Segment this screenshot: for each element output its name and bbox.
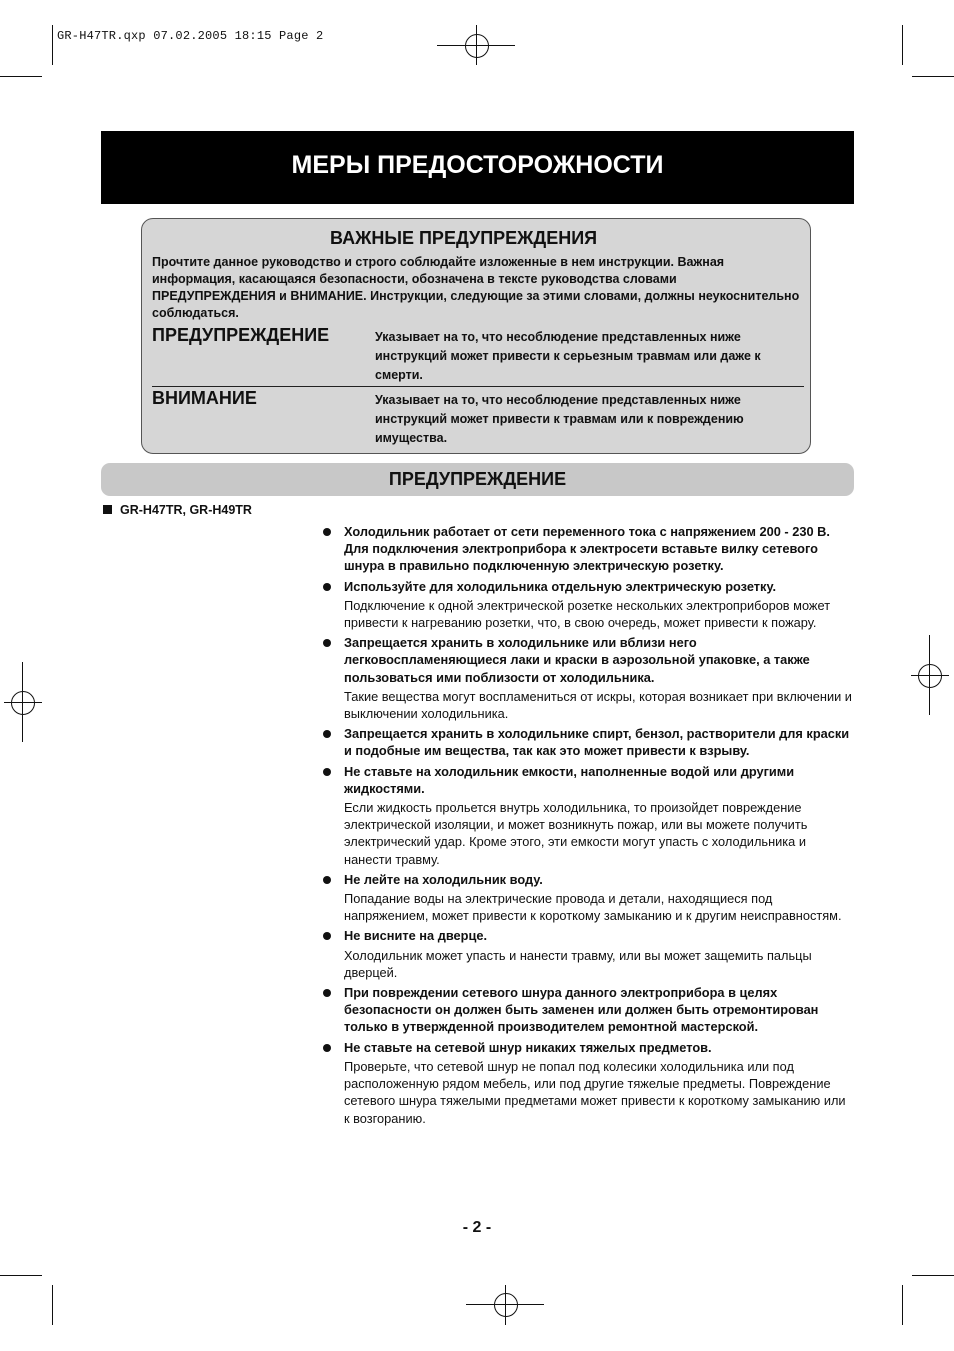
bullet-heading: Не лейте на холодильник воду.: [344, 871, 543, 887]
signal-word-row: [152, 388, 804, 448]
signal-description: Указывает на то, что несоблюдение представленных ниже инструкций может привести к серьезным травмам или даже к смерти.: [375, 330, 761, 382]
model-names: GR-H47TR, GR-H49TR: [120, 503, 252, 517]
signal-word-row: [152, 325, 804, 385]
bullet-icon: [323, 876, 331, 884]
crop-mark: [52, 1285, 53, 1325]
bullet-text: Подключение к одной электрической розетке нескольких электроприборов может привести к нагреванию розетки, что, в свою очередь, может привести к пожару.: [344, 597, 831, 631]
bullet-icon: [323, 730, 331, 738]
crop-mark: [52, 25, 53, 65]
bullet-icon: [323, 639, 331, 647]
bullet-icon: [323, 583, 331, 591]
bullet-text: Если жидкость прольется внутрь холодильника, то произойдет повреждение электрической изоляции, и может возникнуть пожар, или вы можете получить электрический удар. Кроме этого, эти емкости могут упасть с холодильника и нанести травму.: [344, 800, 808, 867]
signal-description: Указывает на то, что несоблюдение представленных ниже инструкций может привести к травмам или к повреждению имущества.: [375, 393, 744, 445]
important-intro-text: Прочтите данное руководство и строго соблюдайте изложенные в нем инструкции. Важная информация, касающаяся безопасности, обозначена в тексте руководства словами ПРЕДУПРЕЖДЕНИЯ и ВНИМАНИЕ. Инструкции, следующие за этими словами, должны неукоснительно соблюдаться.: [152, 255, 800, 320]
list-item: [320, 634, 852, 722]
bullet-heading: Не ставьте на холодильник емкости, наполненные водой или другими жидкостями.: [344, 763, 795, 796]
bullet-text: Такие вещества могут воспламениться от искры, которая возникает при включении и выключении холодильника.: [344, 688, 852, 722]
bullet-icon: [323, 1044, 331, 1052]
divider: [152, 386, 804, 387]
list-item: [320, 927, 852, 981]
page-number: - 2 -: [462, 1219, 492, 1236]
signal-word: ПРЕДУПРЕЖДЕНИЕ: [152, 325, 330, 345]
crop-mark: [902, 1285, 903, 1325]
crop-mark: [912, 76, 954, 77]
bullet-text: Проверьте, что сетевой шнур не попал под колесики холодильника или под расположенную рядом мебель, или под другие тяжелые предметы. Повреждение сетевого шнура тяжелыми предметами может привести к короткому замыканию или к возгоранию.: [344, 1058, 846, 1126]
model-label: [103, 503, 252, 517]
crop-mark: [0, 1275, 42, 1276]
bullet-icon: [323, 768, 331, 776]
list-item: [320, 984, 852, 1036]
important-warnings-box: [141, 218, 811, 454]
bullet-heading: Холодильник работает от сети переменного тока с напряжением 200 - 230 В. Для подключения электроприбора к электросети вставьте вилку сетевого шнура в правильно подключенную электрическую розетку.: [344, 524, 830, 574]
list-item: [320, 763, 852, 868]
crop-mark: [0, 76, 42, 77]
warning-list: [320, 523, 852, 1130]
signal-word: ВНИМАНИЕ: [152, 388, 257, 408]
list-item: [320, 523, 852, 575]
bullet-text: Попадание воды на электрические провода и детали, находящиеся под напряжением, может привести к короткому замыканию и к другим неисправностям.: [344, 891, 842, 924]
square-bullet-icon: [103, 505, 112, 514]
bullet-heading: Не висните на дверце.: [344, 928, 487, 944]
bullet-icon: [323, 528, 331, 536]
bullet-heading: Используйте для холодильника отдельную электрическую розетку.: [344, 578, 777, 594]
list-item: [320, 578, 852, 632]
bullet-heading: Запрещается хранить в холодильнике спирт, бензол, растворители для краски и подобные им вещества, так как это может привести к взрыву.: [344, 726, 850, 759]
crop-mark: [902, 25, 903, 65]
list-item: [320, 1039, 852, 1127]
bullet-text: Холодильник может упасть и нанести травму, или вы может защемить пальцы дверцей.: [344, 947, 812, 980]
important-warnings-title: ВАЖНЫЕ ПРЕДУПРЕЖДЕНИЯ: [330, 228, 598, 248]
bullet-heading: При повреждении сетевого шнура данного электроприбора в целях безопасности он должен быть заменен или должен быть отремонтирован только в утвержденной производителем ремонтной мастерской.: [344, 985, 819, 1035]
bullet-heading: Не ставьте на сетевой шнур никаких тяжелых предметов.: [344, 1039, 712, 1055]
page-title: МЕРЫ ПРЕДОСТОРОЖНОСТИ: [101, 131, 854, 204]
file-header: GR-H47TR.qxp 07.02.2005 18:15 Page 2: [57, 29, 324, 43]
warning-heading: ПРЕДУПРЕЖДЕНИЕ: [101, 463, 854, 496]
crop-mark: [912, 1275, 954, 1276]
list-item: [320, 871, 852, 925]
bullet-icon: [323, 932, 331, 940]
bullet-heading: Запрещается хранить в холодильнике или вблизи него легковоспламеняющиеся лаки и краски в аэрозольной упаковке, а также пользоваться ими поблизости от холодильника.: [344, 635, 810, 685]
bullet-icon: [323, 989, 331, 997]
list-item: [320, 725, 852, 759]
